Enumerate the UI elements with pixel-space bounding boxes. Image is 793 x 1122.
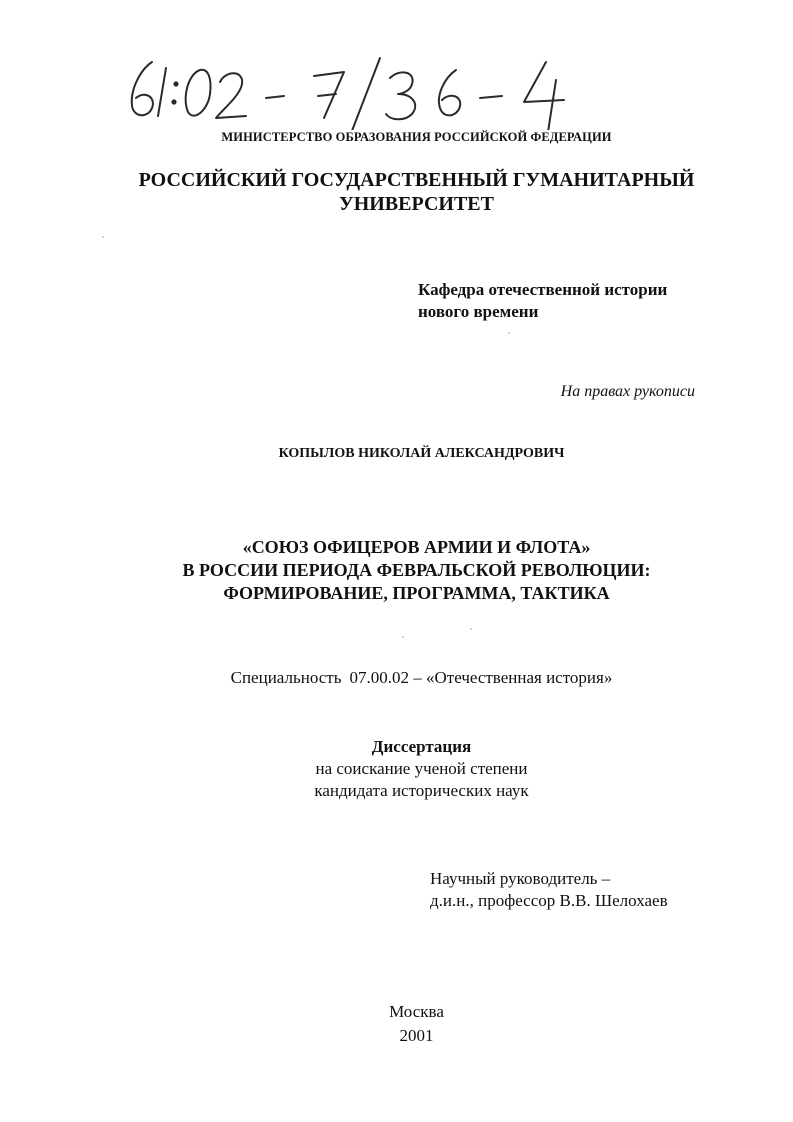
city: Москва <box>389 1002 444 1021</box>
specialty-label: Специальность <box>230 668 342 687</box>
manuscript-note: На правах рукописи <box>560 383 695 400</box>
handwritten-archive-code <box>118 40 598 130</box>
supervisor-line2: д.и.н., профессор В.В. Шелохаев <box>430 891 668 910</box>
scan-speck <box>470 628 472 630</box>
year: 2001 <box>399 1026 434 1045</box>
title-line3: ФОРМИРОВАНИЕ, ПРОГРАММА, ТАКТИКА <box>223 583 610 603</box>
degree-line1: на соискание ученой степени <box>315 759 528 778</box>
dissertation-title <box>0 536 793 605</box>
title-line1: «СОЮЗ ОФИЦЕРОВ АРМИИ И ФЛОТА» <box>242 537 591 557</box>
degree-heading: Диссертация <box>371 737 472 756</box>
author-name: КОПЫЛОВ НИКОЛАЙ АЛЕКСАНДРОВИЧ <box>278 446 565 461</box>
department-line1: Кафедра отечественной истории <box>418 280 668 299</box>
place-and-year <box>0 1000 793 1048</box>
supervisor-line1: Научный руководитель – <box>430 869 611 888</box>
ministry-name: МИНИСТЕРСТВО ОБРАЗОВАНИЯ РОССИЙСКОЙ ФЕДЕРАЦИИ <box>221 130 612 144</box>
title-line2: В РОССИИ ПЕРИОДА ФЕВРАЛЬСКОЙ РЕВОЛЮЦИИ: <box>182 560 651 580</box>
scan-speck <box>102 236 104 238</box>
scan-speck <box>402 636 404 638</box>
degree-line2: кандидата исторических наук <box>314 781 529 800</box>
department-line2: нового времени <box>418 302 539 321</box>
specialty-value: 07.00.02 – «Отечественная история» <box>349 668 613 687</box>
department-name <box>418 279 667 323</box>
supervisor <box>430 868 668 912</box>
university-name <box>0 168 793 216</box>
degree-info <box>0 736 793 802</box>
university-name-line2: УНИВЕРСИТЕТ <box>339 193 494 215</box>
specialty <box>0 668 793 688</box>
university-name-line1: РОССИЙСКИЙ ГОСУДАРСТВЕННЫЙ ГУМАНИТАРНЫЙ <box>138 169 695 191</box>
scan-speck <box>508 332 510 334</box>
